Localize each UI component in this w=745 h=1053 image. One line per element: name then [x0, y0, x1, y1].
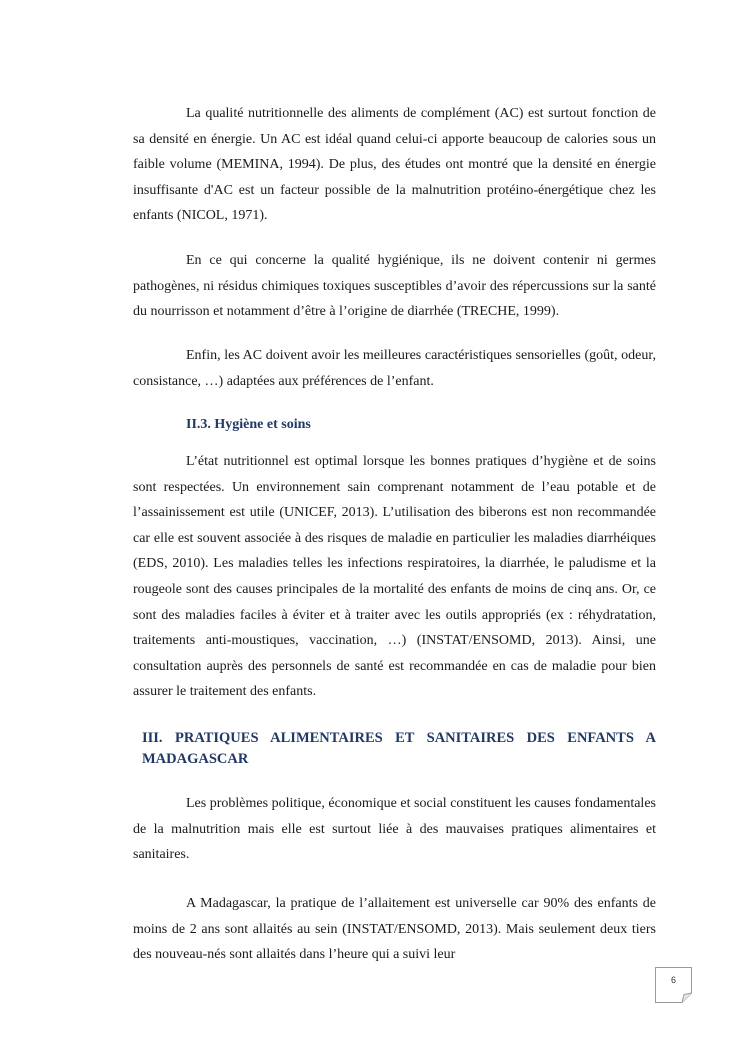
folded-corner-icon	[655, 967, 692, 1003]
paragraph-hygiene-care: L’état nutritionnel est optimal lorsque les bonnes pratiques d’hygiène et de soins sont respectées. Un environnement sain comprenant notamment de l’eau potable et de l’assainissement est utile (UNICEF, 2013). L’utilisation des biberons est non recommandée car elle est souvent associée à des risques de maladie en particulier les maladies diarrhéiques (EDS, 2010). Les maladies telles les infections respiratoires, la diarrhée, le paludisme et la rougeole sont des causes principales de la mortalité des enfants de moins de cinq ans. Or, ce sont des maladies faciles à éviter et à traiter avec les outils appropriés (ex : réhydratation, traitements anti-moustiques, vaccination, …) (INSTAT/ENSOMD, 2013). Ainsi, une consultation auprès des personnels de santé est recommandée en cas de maladie pour bien assurer le traitement des enfants.	[133, 454, 656, 700]
paragraph-breastfeeding: A Madagascar, la pratique de l’allaitement est universelle car 90% des enfants de moins de 2 ans sont allaités au sein (INSTAT/ENSOMD, 2013). Mais seulement deux tiers des nouveau-nés sont allaités dans l’heure qui a suivi leur	[133, 896, 656, 963]
page-number: 6	[670, 975, 676, 985]
paragraph-hygienic-quality: En ce qui concerne la qualité hygiénique, ils ne doivent contenir ni germes pathogènes, ni résidus chimiques toxiques susceptibles d’avoir des répercussions sur la santé du nourrisson et notamment d’être à l’origine de diarrhée (TRECHE, 1999).	[133, 253, 656, 320]
section-heading-hygiene-soins: II.3. Hygiène et soins	[186, 417, 311, 432]
page-number-box	[655, 967, 692, 1003]
paragraph-ac-energy-density: La qualité nutritionnelle des aliments de complément (AC) est surtout fonction de sa densité en énergie. Un AC est idéal quand celui-ci apporte beaucoup de calories sous un faible volume (MEMINA, 1994). De plus, des études ont montré que la densité en énergie insuffisante d'AC est un facteur possible de la malnutrition protéino-énergétique chez les enfants (NICOL, 1971).	[133, 106, 656, 224]
paragraph-sensory-characteristics: Enfin, les AC doivent avoir les meilleures caractéristiques sensorielles (goût, odeur, consistance, …) adaptées aux préférences de l’enfant.	[133, 348, 656, 389]
paragraph-malnutrition-causes: Les problèmes politique, économique et social constituent les causes fondamentales de la malnutrition mais elle est surtout liée à des mauvaises pratiques alimentaires et sanitaires.	[133, 796, 656, 863]
section-heading-pratiques-alimentaires: III. PRATIQUES ALIMENTAIRES ET SANITAIRES DES ENFANTS A MADAGASCAR	[142, 730, 656, 767]
